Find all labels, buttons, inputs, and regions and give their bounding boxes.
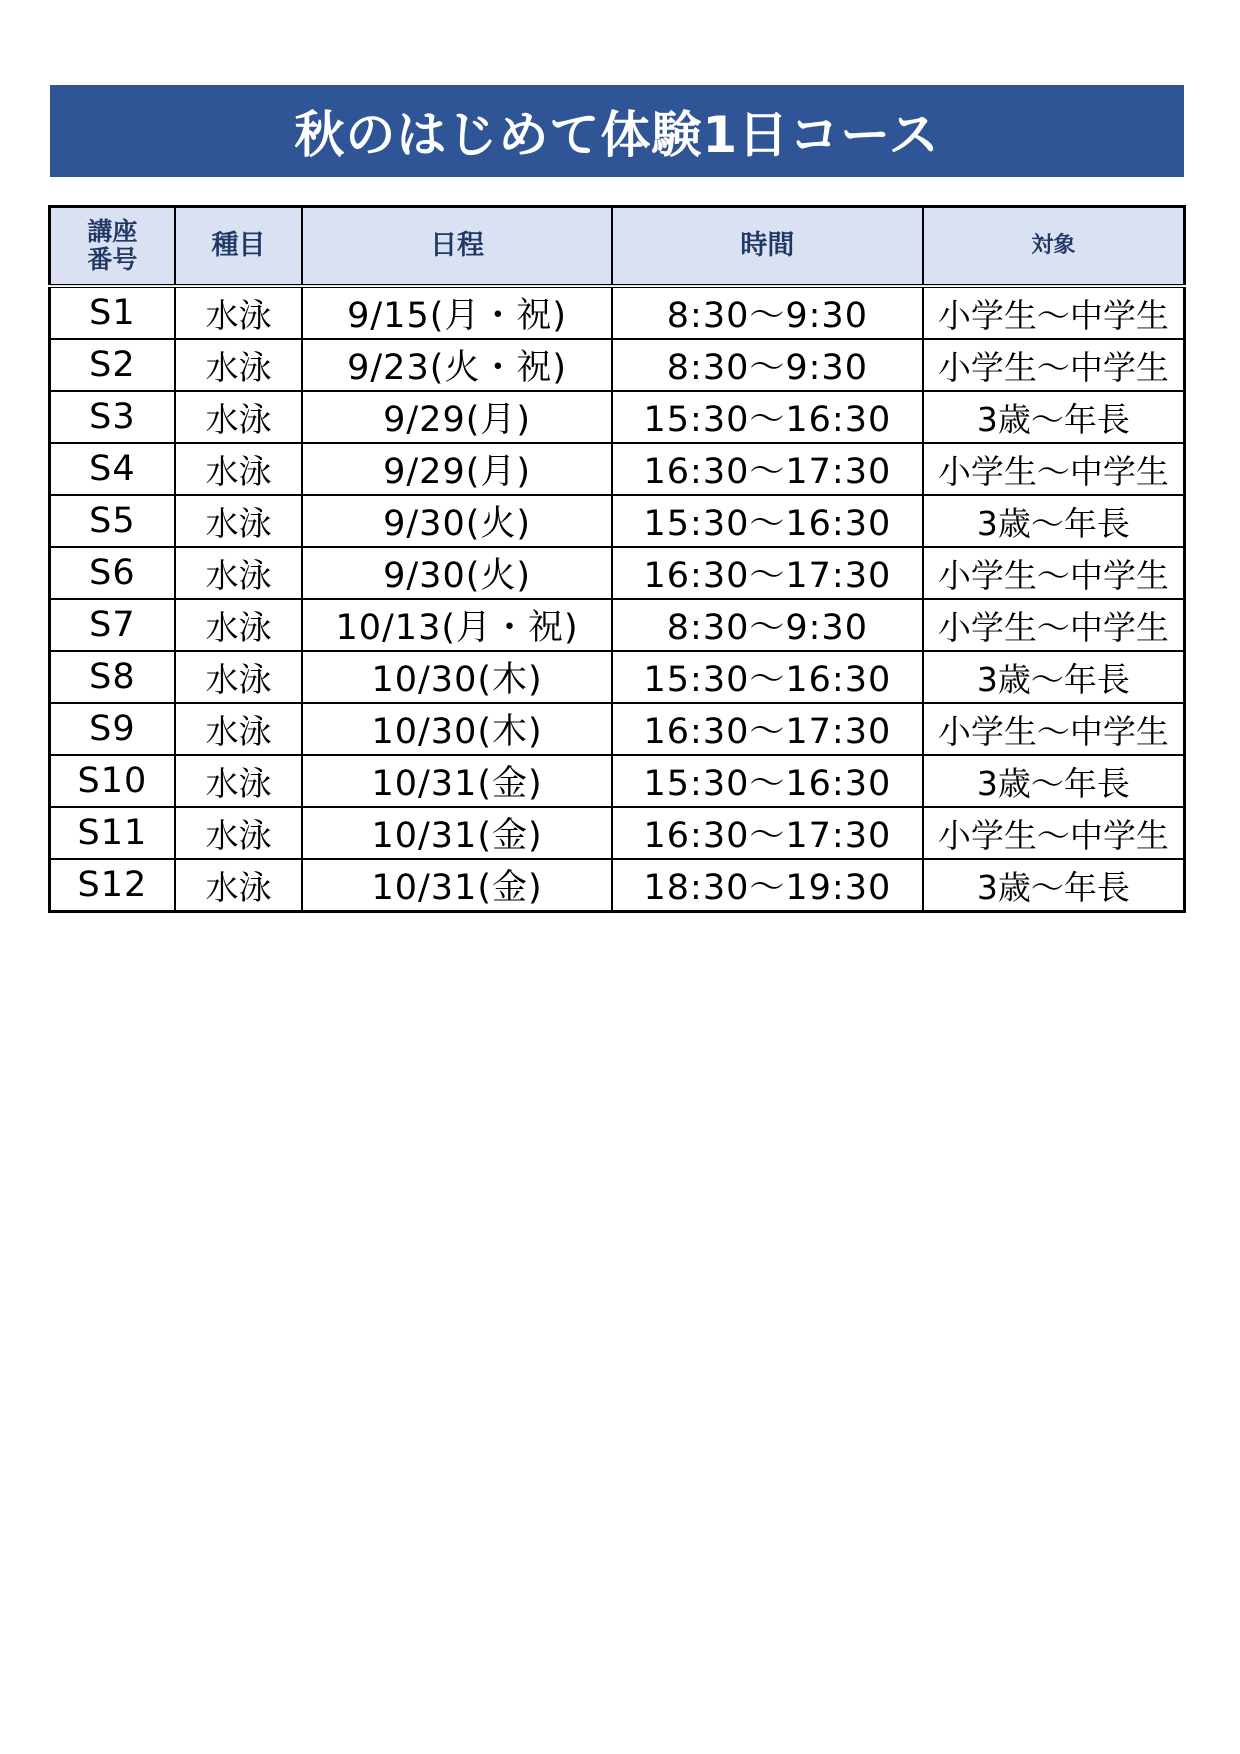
header-sport: 種目 — [175, 207, 302, 287]
cell-time: 8:30～9:30 — [612, 599, 923, 651]
cell-target: 小学生～中学生 — [923, 599, 1185, 651]
cell-course-number: S7 — [50, 599, 175, 651]
cell-sport: 水泳 — [175, 443, 302, 495]
cell-sport: 水泳 — [175, 651, 302, 703]
cell-target: 小学生～中学生 — [923, 703, 1185, 755]
cell-date: 9/15(月・祝) — [302, 286, 612, 339]
cell-course-number: S10 — [50, 755, 175, 807]
cell-sport: 水泳 — [175, 755, 302, 807]
table-row — [50, 443, 1185, 495]
table-row — [50, 286, 1185, 339]
cell-date: 10/31(金) — [302, 859, 612, 912]
cell-course-number: S9 — [50, 703, 175, 755]
schedule-table — [48, 205, 1186, 913]
table-row — [50, 339, 1185, 391]
cell-target: 小学生～中学生 — [923, 807, 1185, 859]
header-target: 対象 — [923, 207, 1185, 287]
cell-target: 3歳～年長 — [923, 495, 1185, 547]
cell-sport: 水泳 — [175, 807, 302, 859]
cell-course-number: S12 — [50, 859, 175, 912]
cell-time: 15:30～16:30 — [612, 495, 923, 547]
cell-course-number: S4 — [50, 443, 175, 495]
cell-date: 9/29(月) — [302, 391, 612, 443]
cell-course-number: S11 — [50, 807, 175, 859]
cell-time: 16:30～17:30 — [612, 807, 923, 859]
cell-target: 3歳～年長 — [923, 651, 1185, 703]
cell-date: 10/30(木) — [302, 703, 612, 755]
cell-course-number: S1 — [50, 286, 175, 339]
cell-sport: 水泳 — [175, 286, 302, 339]
cell-target: 小学生～中学生 — [923, 339, 1185, 391]
cell-date: 9/23(火・祝) — [302, 339, 612, 391]
table-row — [50, 599, 1185, 651]
table-row — [50, 703, 1185, 755]
cell-sport: 水泳 — [175, 703, 302, 755]
cell-time: 16:30～17:30 — [612, 547, 923, 599]
cell-time: 15:30～16:30 — [612, 651, 923, 703]
cell-time: 16:30～17:30 — [612, 703, 923, 755]
cell-date: 9/30(火) — [302, 547, 612, 599]
cell-time: 8:30～9:30 — [612, 339, 923, 391]
header-course-number-line2: 番号 — [87, 245, 138, 274]
cell-time: 18:30～19:30 — [612, 859, 923, 912]
cell-course-number: S3 — [50, 391, 175, 443]
cell-date: 9/30(火) — [302, 495, 612, 547]
table-row — [50, 547, 1185, 599]
cell-target: 3歳～年長 — [923, 755, 1185, 807]
cell-time: 8:30～9:30 — [612, 286, 923, 339]
header-course-number — [50, 207, 175, 287]
cell-date: 10/31(金) — [302, 807, 612, 859]
cell-target: 小学生～中学生 — [923, 286, 1185, 339]
cell-target: 3歳～年長 — [923, 391, 1185, 443]
cell-sport: 水泳 — [175, 599, 302, 651]
table-row — [50, 391, 1185, 443]
cell-time: 15:30～16:30 — [612, 391, 923, 443]
table-row — [50, 495, 1185, 547]
cell-course-number: S2 — [50, 339, 175, 391]
cell-date: 10/31(金) — [302, 755, 612, 807]
cell-course-number: S5 — [50, 495, 175, 547]
table-row — [50, 859, 1185, 912]
cell-date: 10/30(木) — [302, 651, 612, 703]
cell-target: 小学生～中学生 — [923, 443, 1185, 495]
cell-date: 10/13(月・祝) — [302, 599, 612, 651]
header-time: 時間 — [612, 207, 923, 287]
table-row — [50, 755, 1185, 807]
cell-course-number: S6 — [50, 547, 175, 599]
cell-sport: 水泳 — [175, 859, 302, 912]
cell-time: 15:30～16:30 — [612, 755, 923, 807]
header-date: 日程 — [302, 207, 612, 287]
cell-sport: 水泳 — [175, 495, 302, 547]
cell-course-number: S8 — [50, 651, 175, 703]
cell-sport: 水泳 — [175, 339, 302, 391]
header-course-number-line1: 講座 — [87, 217, 138, 246]
table-header-row — [50, 207, 1185, 287]
cell-target: 3歳～年長 — [923, 859, 1185, 912]
cell-date: 9/29(月) — [302, 443, 612, 495]
table-row — [50, 651, 1185, 703]
cell-target: 小学生～中学生 — [923, 547, 1185, 599]
cell-sport: 水泳 — [175, 547, 302, 599]
page-title: 秋のはじめて体験1日コース — [50, 85, 1184, 177]
table-row — [50, 807, 1185, 859]
cell-sport: 水泳 — [175, 391, 302, 443]
cell-time: 16:30～17:30 — [612, 443, 923, 495]
